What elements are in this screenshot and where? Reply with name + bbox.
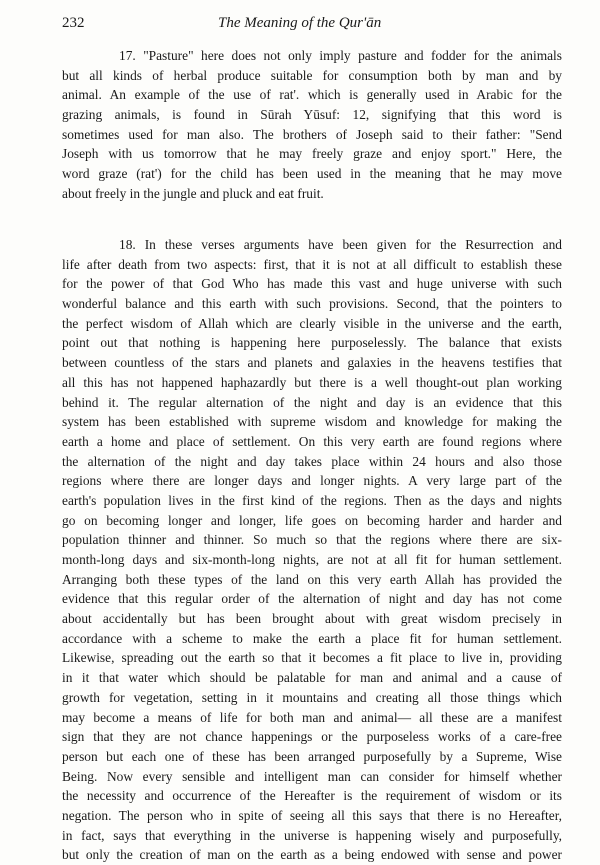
paragraph-line: sometimes used for man also. The brothers of Joseph said to their father: "Send	[62, 126, 562, 142]
paragraph-line: in fact, says that everything in the universe is happening wisely and purposefully,	[62, 827, 562, 843]
paragraph-line: the alternation of the night and day takes place within 24 hours and also those	[62, 453, 562, 469]
paragraph-line: 17. "Pasture" here does not only imply pasture and fodder for the animals	[119, 48, 562, 63]
paragraph-line: earth's population lives in the first kind of the regions. Then as the days and nights	[62, 492, 562, 508]
paragraph-line: may become a means of life for both man and animal— all these are a manifest	[62, 709, 562, 725]
paragraph-line: about accidentally but has been brought about with great wisdom precisely in	[62, 611, 562, 627]
paragraph-line: grazing animals, is found in Sūrah Yūsuf: 12, signifying that this word is	[62, 107, 562, 123]
paragraph-line: animal. An example of the use of rat'. which is generally used in Arabic for the	[62, 87, 562, 103]
paragraph-line: earth a home and place of settlement. On this very earth are found regions where	[62, 433, 562, 449]
page-number: 232	[62, 15, 85, 31]
paragraph-line: system has been established with supreme wisdom and knowledge for making the	[62, 414, 562, 430]
paragraph-line: about freely in the jungle and pluck and eat fruit.	[62, 185, 324, 201]
running-title: The Meaning of the Qur'ān	[218, 15, 382, 31]
paragraph-line: Being. Now every sensible and intelligent man can consider for himself whether	[62, 768, 562, 784]
paragraph-line: Likewise, spreading out the earth so that it becomes a fit place to live in, providing	[62, 650, 562, 666]
note-17-paragraph	[62, 46, 562, 204]
paragraph-line: sign that they are not chance happenings or the purposeless works of a care-free	[62, 729, 562, 745]
paragraph-line: Arranging both these types of the land on this very earth Allah has provided the	[62, 571, 562, 587]
paragraph-line: wonderful balance and this earth with such provisions. Second, that the pointers to	[62, 296, 562, 312]
paragraph-line: accordance with a scheme to make the earth a place fit for human settlement.	[62, 630, 562, 646]
paragraph-line: 18. In these verses arguments have been given for the Resurrection and	[119, 237, 562, 252]
paragraph-line: evidence that this regular order of the alternation of night and day has not come	[62, 591, 562, 607]
paragraph-line: growth for vegetation, setting in it mountains and creating all those things which	[62, 689, 562, 705]
paragraph-line: Joseph with us tomorrow that he may freely graze and enjoy sport." Here, the	[62, 146, 562, 162]
paragraph-line: negation. The person who in spite of seeing all this says that there is no Hereafter,	[62, 807, 562, 823]
paragraph-line: but all kinds of herbal produce suitable for consumption both by man and by	[62, 67, 562, 83]
paragraph-line: all this has not happened haphazardly but there is a well thought-out plan working	[62, 374, 562, 390]
paragraph-line: behind it. The regular alternation of the night and day is an evidence that this	[62, 394, 562, 410]
paragraph-line: in it that water which should be palatable for man and animal and a cause of	[62, 670, 562, 686]
note-18-paragraph	[62, 235, 562, 865]
paragraph-line: for the power of that God Who has made this vast and huge universe with such	[62, 276, 562, 292]
paragraph-line: between countless of the stars and planets and galaxies in the heavens testifies that	[62, 355, 562, 371]
page-header	[62, 15, 562, 37]
paragraph-line: but only the creation of man on the earth as a being endowed with sense and power	[62, 847, 562, 863]
paragraph-line: point out that nothing is happening here purposelessly. The balance that exists	[62, 335, 562, 351]
paragraph-line: the perfect wisdom of Allah which are clearly visible in the universe and the earth,	[62, 315, 562, 331]
paragraph-line: population thinner and thinner. So much so that the regions where there are six-	[62, 532, 562, 548]
paragraph-line: month-long days and six-month-long nights, are not at all fit for human settlement.	[62, 552, 562, 567]
paragraph-line: person but each one of these has been arranged purposefully by a Supreme, Wise	[62, 748, 562, 764]
paragraph-line: life after death from two aspects: first, that it is not at all difficult to establish these	[62, 256, 562, 272]
paragraph-line: word graze (rat') for the child has been used in the meaning that he may move	[62, 166, 562, 182]
paragraph-line: regions where there are longer days and longer nights. A very large part of the	[62, 473, 562, 489]
paragraph-line: the necessity and occurrence of the Hereafter is the requirement of wisdom or its	[62, 788, 562, 804]
paragraph-line: go on becoming longer and longer, life goes on becoming harder and harder and	[62, 512, 562, 528]
